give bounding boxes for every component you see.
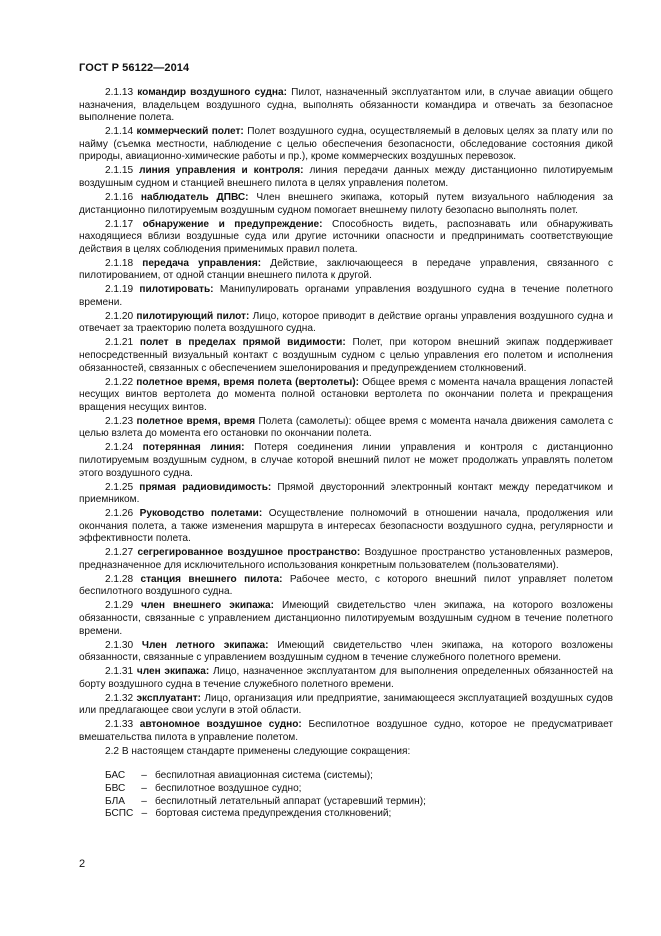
- definition-term: Руководство полетами:: [139, 508, 263, 520]
- definition-text: Действие, заключающееся в передаче управления, связанного с пилотированием, от одной станции внешнего пилота к другой.: [79, 257, 613, 282]
- definition-term: обнаружение и предупреждение:: [142, 218, 323, 230]
- abbreviation-text: беспилотная авиационная система (системы);: [155, 770, 373, 782]
- abbreviation-term: БАС: [105, 770, 126, 782]
- definition-term: эксплуатант:: [136, 692, 202, 704]
- definition-number: 2.1.13: [105, 87, 134, 98]
- page-number: 2: [79, 858, 86, 870]
- abbreviation-text: беспилотный летательный аппарат (устаревший термин);: [155, 795, 426, 807]
- definition-text: Потеря соединения линии управления и контроля с дистанционно пилотируемым воздушным судном, в случае которой внешний пилот не может продолжать управлять полетом этого воздушного судна.: [79, 442, 613, 479]
- definition-paragraph: [79, 377, 613, 415]
- definition-number: 2.1.33: [105, 719, 134, 731]
- definition-paragraph: [79, 192, 613, 217]
- definition-term: автономное воздушное судно:: [139, 719, 302, 731]
- definition-term: коммерческий полет:: [136, 126, 244, 138]
- abbreviation-term: БСПС: [105, 808, 134, 820]
- definition-number: 2.1.21: [105, 337, 134, 349]
- definition-term: член внешнего экипажа:: [141, 600, 275, 612]
- definition-paragraph: [79, 416, 613, 441]
- definition-paragraph: [79, 311, 613, 336]
- definition-term: пилотировать:: [139, 284, 214, 296]
- abbreviation-dash: –: [141, 808, 148, 820]
- definition-term: полетное время, время: [136, 415, 256, 427]
- definition-term: полетное время, время полета (вертолеты):: [136, 376, 359, 388]
- definition-text: Имеющий свидетельство член экипажа, на которого возложены обязанности, связанные с управлением воздушным судном в течение служебного полетного времени.: [79, 639, 613, 664]
- definition-number: 2.1.25: [105, 481, 134, 493]
- abbreviation-text: бортовая система предупреждения столкновений;: [155, 808, 392, 820]
- abbreviation-row: [105, 808, 613, 821]
- definition-number: 2.1.29: [105, 600, 134, 612]
- document-body: [79, 87, 613, 821]
- definition-term: прямая радиовидимость:: [139, 481, 272, 493]
- definition-term: станция внешнего пилота:: [140, 573, 283, 585]
- definition-number: 2.1.32: [105, 692, 134, 704]
- definition-term: пилотирующий пилот:: [136, 310, 250, 322]
- definition-number: 2.1.27: [105, 547, 134, 559]
- definition-paragraph: [79, 640, 613, 665]
- definitions-list: [79, 87, 613, 745]
- abbreviation-row: [105, 796, 613, 809]
- definition-text: Манипулировать органами управления воздушного судна в течение полетного времени.: [79, 284, 613, 308]
- definition-paragraph: [79, 442, 613, 480]
- definition-paragraph: [79, 126, 613, 164]
- definition-term: наблюдатель ДПВС:: [140, 191, 249, 203]
- abbreviation-dash: –: [141, 795, 147, 807]
- definition-paragraph: [79, 165, 613, 190]
- abbreviation-row: [105, 770, 613, 783]
- definition-term: линия управления и контроля:: [139, 165, 304, 177]
- definition-number: 2.1.22: [105, 376, 134, 388]
- definition-text: Имеющий свидетельство член экипажа, на которого возложены обязанности, связанные с управлением дистанционно пилотируемым воздушным судном в течение полетного времени.: [79, 600, 614, 637]
- definition-number: 2.1.18: [105, 257, 134, 269]
- definition-text: Прямой двусторонний электронный контакт между передатчиком и приемником.: [79, 481, 613, 506]
- definition-paragraph: [79, 337, 613, 375]
- definition-text: Член внешнего экипажа, который путем визуального наблюдения за дистанционно пилотируемым воздушным судном помогает внешнему пилоту безопасно выполнять полет.: [79, 191, 613, 216]
- definition-number: 2.1.28: [105, 573, 134, 585]
- definition-paragraph: [79, 693, 613, 718]
- definition-number: 2.1.24: [105, 442, 134, 454]
- definition-paragraph: [79, 87, 613, 125]
- definition-term: член экипажа:: [136, 666, 210, 678]
- definition-text: Лицо, организация или предприятие, занимающееся эксплуатацией воздушных судов или предлагающее свои услуги в этой области.: [79, 692, 613, 717]
- abbreviations-list: [105, 770, 613, 820]
- definition-number: 2.1.15: [105, 165, 134, 177]
- definition-number: 2.1.19: [105, 284, 134, 296]
- definition-number: 2.1.14: [105, 126, 134, 138]
- definition-paragraph: [79, 600, 613, 638]
- definition-number: 2.1.20: [105, 310, 134, 322]
- definition-text: Полет воздушного судна, осуществляемый в деловых целях за плату или по найму (съемка местности, наблюдение с целью обеспечения безопасности, обследование состояния дикой природы, авиационно-химические работы и пр.), кроме коммерческих воздушных перевозок.: [79, 126, 613, 163]
- definition-number: 2.1.26: [105, 508, 134, 520]
- definition-number: 2.1.17: [105, 218, 134, 230]
- definition-text: линия передачи данных между дистанционно пилотируемым воздушным судном и станцией внешнего пилота в целях управления полетом.: [79, 165, 613, 189]
- definition-number: 2.1.23: [105, 415, 134, 427]
- definition-paragraph: [79, 258, 613, 283]
- definition-paragraph: [79, 482, 613, 507]
- definition-text: Беспилотное воздушное судно, которое не предусматривает вмешательства пилота в управление полетом.: [79, 719, 613, 743]
- document-header: ГОСТ Р 56122—2014: [79, 62, 190, 74]
- definition-paragraph: [79, 719, 613, 744]
- definition-number: 2.1.31: [105, 666, 134, 678]
- definition-term: потерянная линия:: [142, 442, 245, 454]
- definition-paragraph: [79, 284, 613, 309]
- definition-term: передача управления:: [142, 257, 262, 269]
- abbreviation-term: БЛА: [105, 795, 125, 807]
- definition-text: Рабочее место, с которого внешний пилот управляет полетом беспилотного воздушного судна.: [79, 573, 613, 598]
- abbreviation-row: [105, 783, 613, 796]
- definition-term: командир воздушного судна:: [137, 87, 287, 98]
- definition-paragraph: [79, 574, 613, 599]
- abbreviation-term: БВС: [105, 783, 126, 795]
- definition-paragraph: [79, 219, 613, 257]
- definition-text: Воздушное пространство установленных размеров, предназначенное для исключительного использования конкретным пользователем (пользователями).: [79, 547, 613, 571]
- definition-term: Член летного экипажа:: [141, 639, 269, 651]
- definition-paragraph: [79, 666, 613, 691]
- abbreviation-text: беспилотное воздушное судно;: [155, 783, 302, 795]
- definition-term: полет в пределах прямой видимости:: [139, 337, 346, 349]
- section-2-2-intro: 2.2 В настоящем стандарте применены следующие сокращения:: [105, 745, 411, 757]
- definition-text: Общее время с момента начала вращения лопастей несущих винтов вертолета до момента полной остановки вертолета по окончании полета и прекращения вращения несущих винтов.: [79, 376, 613, 413]
- definition-text: Лицо, которое приводит в действие органы управления воздушного судна и отвечает за траекторию полета воздушного судна.: [79, 310, 613, 335]
- definition-text: Осуществление полномочий в отношении начала, продолжения или окончания полета, а также изменения маршрута в интересах безопасности воздушного судна, регулярности и эффективности полета.: [79, 508, 613, 545]
- abbreviation-dash: –: [141, 783, 147, 795]
- definition-paragraph: [79, 508, 613, 546]
- definition-number: 2.1.16: [105, 191, 134, 203]
- definition-text: Полета (самолеты): общее время с момента начала движения самолета с целью взлета до момента его остановки по окончании полета.: [79, 415, 614, 440]
- definition-text: Способность видеть, распознавать или обнаруживать находящиеся вблизи воздушные суда или другие источники опасности и предпринимать соответствующие действия в целях соблюдения применимых правил полета.: [79, 218, 613, 255]
- definition-paragraph: [79, 547, 613, 572]
- definition-text: Пилот, назначенный эксплуатантом или, в случае авиации общего назначения, владельцем воздушного судна, выполнять обязанности командира и отвечать за безопасное выполнение полета.: [79, 87, 613, 124]
- definition-term: сегрегированное воздушное пространство:: [137, 547, 361, 559]
- definition-text: Лицо, назначенное эксплуатантом для выполнения определенных обязанностей на борту воздушного судна в течение служебного полетного времени.: [79, 666, 613, 690]
- definition-text: Полет, при котором внешний экипаж поддерживает непосредственный визуальный контакт с воздушным судном с целью управления его полетом и исполнения обязанностей, связанных с обеспечением эшелонирования и предупреждением столкновений.: [79, 337, 613, 374]
- definition-number: 2.1.30: [105, 639, 134, 651]
- abbreviation-dash: –: [141, 770, 147, 782]
